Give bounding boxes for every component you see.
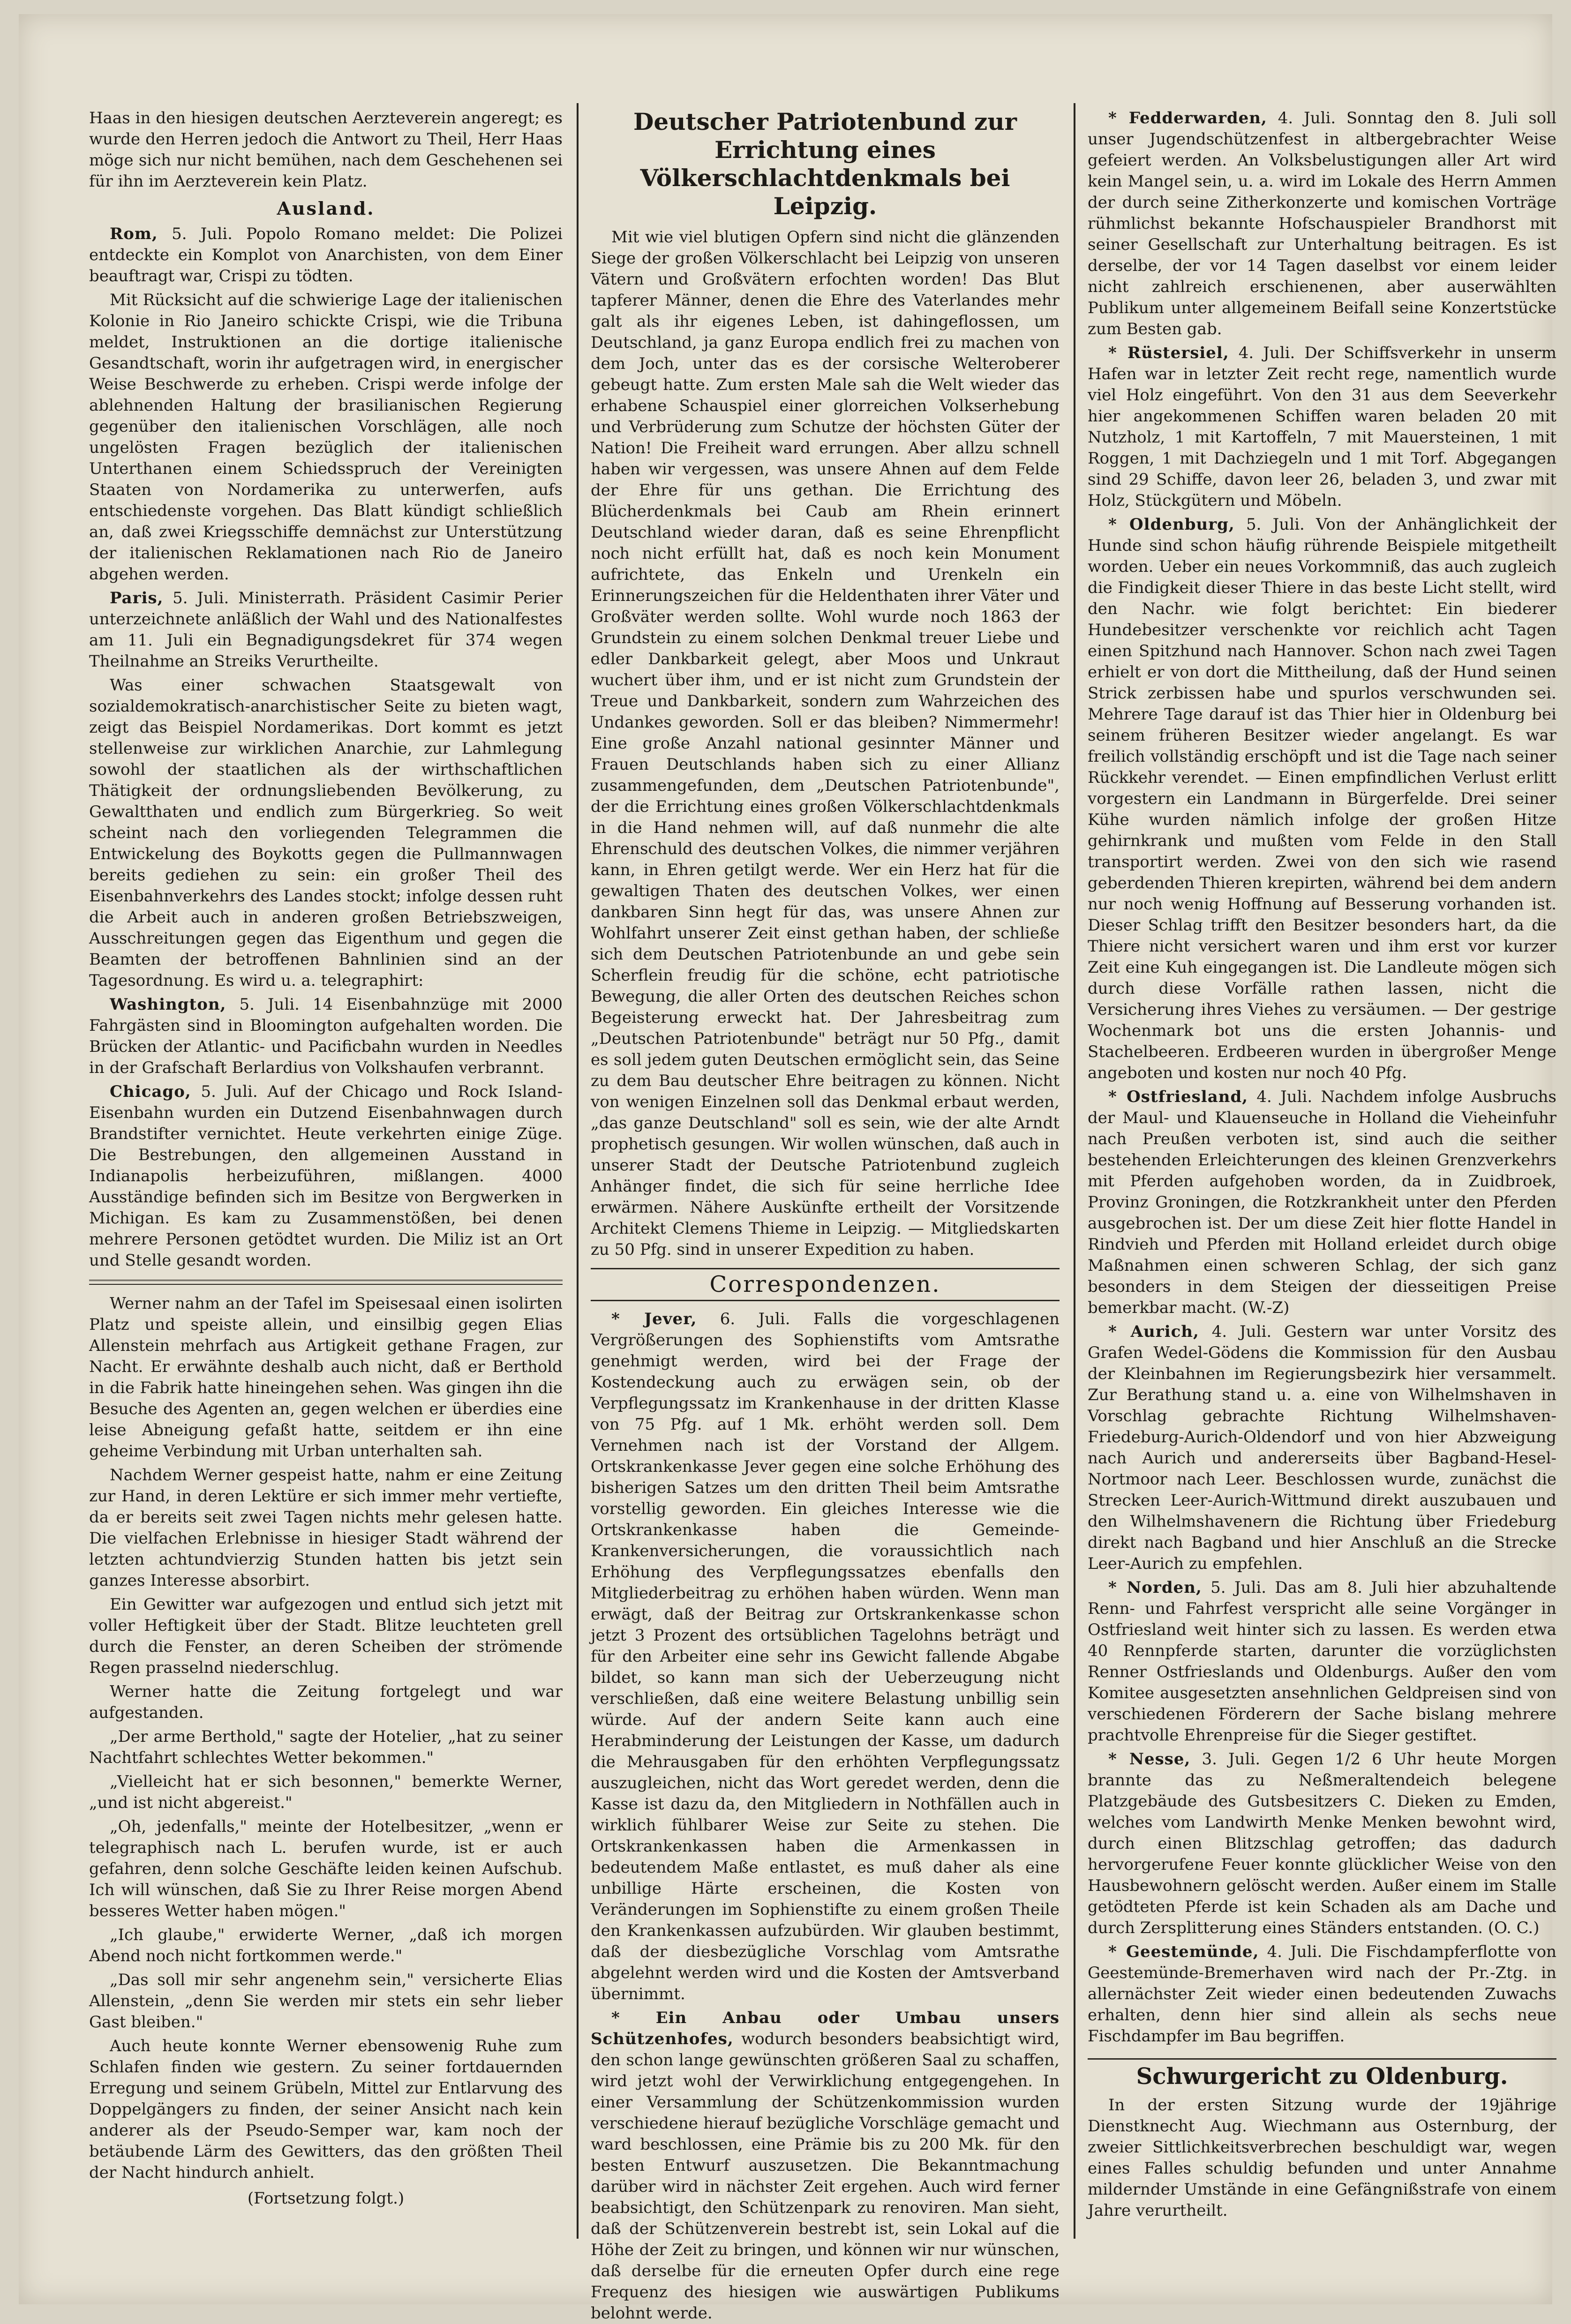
section-heading-ausland: Ausland.: [277, 198, 375, 219]
novel-paragraph: Werner nahm an der Tafel im Speisesaal einen isolirten Platz und speiste allein, und einsilbig gegen Elias Allenstein mehrfach aus Artigkeit gethane Fragen, zur Nacht. Er erwähnte deshalb auch nicht, daß er Berthold in die Fabrik hatte hineingehen sehen. Was gingen ihn die Besuche des Agenten an, gegen welchen er überdies eine leise Abneigung gefaßt hatte, seitdem er ihn eine geheime Verbindung mit Urban unterhalten sah.: [89, 1294, 563, 1461]
dateline-geestemuende: * Geestemünde,: [1108, 1942, 1259, 1961]
novel-paragraph: „Vielleicht hat er sich besonnen," bemerkte Werner, „und ist nicht abgereist.": [89, 1772, 563, 1812]
article-aurich-text: 4. Juli. Gestern war unter Vorsitz des Grafen Wedel-Gödens die Kommission für den Ausbau der Kleinbahnen im Regierungsbezirk hier versammelt. Zur Berathung stand u. a. eine von Wilhelmshaven in Vorschlag gebrachte Richtung Wilhelmshaven-Friedeburg-Aurich-Oldendorf und von hier Abzweigung nach Aurich und andererseits über Bagband-Hesel-Nortmoor nach Leer. Beschlossen wurde, zunächst die Strecken Leer-Aurich-Wittmund direkt auszubauen und den Wilhelmshavenern die Richtung über Friedeburg direkt nach Bagband und hier Anschluß an die Strecke Leer-Aurich zu empfehlen.: [1088, 1322, 1556, 1573]
feuilleton-divider: [89, 1280, 563, 1285]
article-nesse-text: 3. Juli. Gegen 1/2 6 Uhr heute Morgen brannte das zu Neßmeraltendeich belegene Platzgebäude des Gutsbesitzers C. Dieken zu Emden, welches vom Landwirth Menke Menken bewohnt wird, durch einen Blitzschlag getroffen; das dadurch hervorgerufene Feuer konnte glücklicher Weise von den Hausbewohnern gelöscht werden. Außer einem im Stalle getödteten Pferde ist kein Schaden als am Dache und durch Zersplitterung eines Ständers entstanden. (O. C.): [1088, 1750, 1556, 1937]
continuation-note: (Fortsetzung folgt.): [247, 2189, 405, 2208]
article-oldenburg: [1088, 514, 1556, 1084]
intro-paragraph: Haas in den hiesigen deutschen Aerzteverein angeregt; es wurde den Herren jedoch die Antwort zu Theil, Herr Haas möge sich nur nicht bemühen, nach dem Geschehenen sei für ihn im Aerzteverein kein Platz.: [89, 109, 563, 191]
article-norden: [1088, 1577, 1556, 1746]
article-jever: [591, 1309, 1060, 2005]
dateline-ruestersiel: * Rüstersiel,: [1108, 344, 1229, 362]
article-oldenburg-text: 5. Juli. Von der Anhänglichkeit der Hunde sind schon häufig rührende Beispiele mitgetheilt worden. Ueber ein neues Vorkommniß, das auch zugleich die Findigkeit dieser Thiere in das beste Licht stellt, wird den Nachr. wie folgt berichtet: Ein biederer Hundebesitzer verschenkte vor reichlich acht Tagen einen Spitzhund nach Hannover. Schon nach zwei Tagen erhielt er von dort die Mittheilung, daß der Hund seinen Strick zerbissen habe und spurlos verschwunden sei. Mehrere Tage darauf ist das Thier hier in Oldenburg bei seinem früheren Besitzer wieder angelangt. Es war freilich vollständig erschöpft und ist die Tage nach seiner Rückkehr verendet. — Einen empfindlichen Verlust erlitt vorgestern ein Landmann in Bürgerfelde. Drei seiner Kühe wurden nämlich infolge der großen Hitze gehirnkrank und mußten vom Felde in den Stall transportirt werden. Zwei von den sich wie rasend geberdenden Thieren krepirten, während bei dem andern nur noch wenig Hoffnung auf Besserung vorhanden ist. Dieser Schlag trifft den Besitzer besonders hart, da die Thiere nicht versichert waren und ihm erst vor kurzer Zeit eine Kuh eingegangen ist. Die Landleute mögen sich durch diese Vorfälle rathen lassen, nicht die Versicherung ihres Viehes zu versäumen. — Der gestrige Wochenmark bot uns die ersten Johannis- und Stachelbeeren. Erdbeeren wurden in übergroßer Menge angeboten und kosten nur noch 40 Pfg.: [1088, 515, 1557, 1082]
article-rom-2: Mit Rücksicht auf die schwierige Lage der italienischen Kolonie in Rio Janeiro schickte Crispi, wie die Tribuna meldet, Instruktionen an die dortige italienische Gesandtschaft, worin ihr aufgetragen wird, in energischer Weise Beschwerde zu erheben. Crispi werde infolge der ablehnenden Haltung der brasilianischen Regierung gegenüber den italienischen Vorschlägen, alle noch ungelösten Fragen bezüglich der italienischen Unterthanen einem Schiedsspruch der Vereinigten Staaten von Nordamerika zu unterwerfen, aufs entschiedenste vorgehen. Das Blatt kündigt schließlich an, daß zwei Kriegsschiffe demnächst zur Unterstützung der italienischen Reklamationen nach Rio de Janeiro abgehen werden.: [89, 291, 563, 584]
article-patriotenbund: Mit wie viel blutigen Opfern sind nicht die glänzenden Siege der großen Völkerschlacht bei Leipzig von unseren Vätern und Großvätern erfochten worden! Das Blut tapferer Männer, denen die Ehre des Vaterlandes mehr galt als ihr eigenes Leben, ist dahingeflossen, um Deutschland, ja ganz Europa endlich frei zu machen von dem Joch, unter das es der corsische Welteroberer gebeugt hatte. Zum ersten Male sah die Welt wieder das erhabene Schauspiel einer glorreichen Volkserhebung und Verbrüderung zum Schutze der höchsten Güter der Nation! Die Freiheit ward errungen. Aber allzu schnell haben wir vergessen, was unsere Ahnen auf dem Felde der Ehre für uns gethan. Die Errichtung des Blücherdenkmals bei Caub am Rhein erinnert Deutschland wieder daran, daß es seine Ehrenpflicht noch nicht erfüllt hat, daß es noch kein Monument aufrichtete, das Enkeln und Urenkeln ein Erinnerungszeichen für die Heldenthaten ihrer Väter und Großväter werden sollte. Wohl wurde noch 1863 der Grundstein zu einem solchen Denkmal treuer Liebe und edler Dankbarkeit gelegt, aber Moos und Unkraut wuchert über ihm, und er ist nicht zum Grundstein der Treue und Dankbarkeit, sondern zum Wahrzeichen des Undankes geworden. Soll er das bleiben? Nimmermehr! Eine große Anzahl national gesinnter Männer und Frauen Deutschlands haben sich zu einer Allianz zusammengefunden, dem „Deutschen Patriotenbunde", der die Errichtung eines großen Völkerschlachtdenkmals in die Hand nehmen will, auf daß nunmehr die alte Ehrenschuld des deutschen Volkes, die nimmer verjähren kann, in Ehren getilgt werde. Wer ein Herz hat für die gewaltigen Thaten des deutschen Volkes, wer einen dankbaren Sinn hegt für das, was unsere Ahnen zur Wohlfahrt unserer Zeit einst gethan haben, der schließe sich dem Deutschen Patriotenbunde an und gebe sein Scherflein freudig für die schöne, echt patriotische Bewegung, die aller Orten des deutschen Reiches schon Begeisterung erweckt hat. Der Jahresbeitrag zum „Deutschen Patriotenbunde" beträgt nur 50 Pfg., damit es soll jedem guten Deutschen ermöglicht sein, das Seine zu dem Bau deutscher Ehre beitragen zu können. Nicht von wenigen Einzelnen soll das Denkmal erbaut werden, „das ganze Deutschland" soll es sein, wie der alte Arndt prophetisch gesungen. Wir wollen wünschen, daß auch in unserer Stadt der Deutsche Patriotenbund zugleich Anhänger findet, die sich für seine herrliche Idee erwärmen. Nähere Auskünfte ertheilt der Vorsitzende Architekt Clemens Thieme in Leipzig. — Mitgliedskarten zu 50 Pfg. sind in unserer Expedition zu haben.: [591, 228, 1060, 1259]
article-ostfriesland: [1088, 1087, 1556, 1319]
dateline-washington: Washington,: [110, 995, 226, 1014]
novel-paragraph: Nachdem Werner gespeist hatte, nahm er eine Zeitung zur Hand, in deren Lektüre er sich immer mehr vertiefte, da er bereits seit zwei Tagen nichts mehr gelesen hatte. Die vielfachen Erlebnisse in hiesiger Stadt während der letzten achtundvierzig Stunden hatten bis jetzt sein ganzes Interesse absorbirt.: [89, 1466, 563, 1590]
dateline-jever: * Jever,: [611, 1310, 697, 1328]
novel-paragraph: „Ich glaube," erwiderte Werner, „daß ich morgen Abend noch nicht fortkommen werde.": [89, 1926, 563, 1965]
article-ruestersiel: [1088, 343, 1556, 511]
novel-paragraph: „Der arme Berthold," sagte der Hotelier, „hat zu seiner Nachtfahrt schlechtes Wetter bekommen.": [89, 1727, 563, 1767]
article-paris-text: 5. Juli. Ministerrath. Präsident Casimir Perier unterzeichnete anläßlich der Wahl und des Nationalfestes am 11. Juli ein Begnadigungsdekret für 374 wegen Theilnahme an Streiks Verurtheilte.: [89, 589, 563, 671]
column-right: [1088, 108, 1556, 2248]
title-line-2: Völkerschlachtdenkmals bei Leipzig.: [640, 164, 1010, 220]
novel-paragraph: Ein Gewitter war aufgezogen und entlud sich jetzt mit voller Heftigkeit über der Stadt. Blitze leuchteten grell durch die Fenster, an deren Scheiben der strömende Regen prasselnd niederschlug.: [89, 1595, 563, 1677]
article-title-patriotenbund: [591, 108, 1060, 220]
column-rule-left: [577, 103, 579, 2239]
article-washington: [89, 994, 563, 1079]
dateline-rom: Rom,: [110, 225, 158, 243]
column-middle: [591, 108, 1060, 2323]
article-fedderwarden: [1088, 108, 1556, 340]
novel-paragraph: „Oh, jedenfalls," meinte der Hotelbesitzer, „wenn er telegraphisch nach L. berufen wurde, ist er auch gefahren, denn solche Geschäfte leiden keinen Aufschub. Ich will wünschen, daß Sie zu Ihrer Reise morgen Abend besseres Wetter haben mögen.": [89, 1817, 563, 1920]
article-amerika: Was einer schwachen Staatsgewalt von sozialdemokratisch-anarchistischer Seite zu bieten wagt, zeigt das Beispiel Nordamerikas. Dort kommt es jetzt stellenweise zur wirklichen Anarchie, zur Lahmlegung sowohl der staatlichen als der wirthschaftlichen Thätigkeit der ordnungsliebenden Bevölkerung, zu Gewaltthaten und endlich zum Bürgerkrieg. So weit scheint nach den vorliegenden Telegrammen die Entwickelung des Boykotts gegen die Pullmannwagen bereits gediehen zu sein: ein großer Theil des Eisenbahnverkehrs des Landes stockt; infolge dessen ruht die Arbeit auch in anderen großen Betriebszweigen, Ausschreitungen gegen das Eigenthum und gegen die Beamten der betroffenen Bahnlinien sind an der Tagesordnung. Es wird u. a. telegraphirt:: [89, 676, 563, 990]
dateline-oldenburg: * Oldenburg,: [1108, 515, 1235, 534]
article-geestemuende-text: 4. Juli. Die Fischdampferflotte von Geestemünde-Bremerhaven wird nach der Pr.-Ztg. in allernächster Zeit wieder einen bedeutenden Zuwachs erhalten, denn hier sind allein als sechs neue Fischdampfer im Bau begriffen.: [1088, 1942, 1557, 2046]
novel-paragraph: Werner hatte die Zeitung fortgelegt und war aufgestanden.: [89, 1682, 563, 1722]
article-paris: [89, 588, 563, 672]
article-geestemuende: [1088, 1942, 1556, 2047]
novel-paragraph: „Das soll mir sehr angenehm sein," versicherte Elias Allenstein, „denn Sie werden mir stets ein sehr lieber Gast bleiben.": [89, 1971, 563, 2032]
article-schwurgericht: In der ersten Sitzung wurde der 19jährige Dienstknecht Aug. Wiechmann aus Osternburg, der zweier Sittlichkeitsverbrechen beschuldigt war, wegen eines Falles schuldig befunden und unter Annahme mildernder Umstände in eine Gefängnißstrafe von einem Jahre verurtheilt.: [1088, 2096, 1556, 2220]
article-schuetzenhof: [591, 2008, 1060, 2324]
article-aurich: [1088, 1321, 1556, 1574]
article-rom: [89, 224, 563, 287]
article-ostfriesland-text: 4. Juli. Nachdem infolge Ausbruchs der Maul- und Klauenseuche in Holland die Vieheinfuhr nach Preußen verboten ist, sind auch die seither bestehenden Erleichterungen des kleinen Grenzverkehrs mit Pferden aufgehoben worden, da in Zuidbroek, Provinz Groningen, die Rotzkrankheit unter den Pferden ausgebrochen ist. Der um diese Zeit hier flotte Handel in Rindvieh und Pferden mit Holland erleidet durch obige Maßnahmen einen schweren Schlag, der sich ganz besonders in dem Steigen der diesseitigen Preise bemerkbar macht. (W.-Z): [1088, 1087, 1556, 1317]
article-washington-text: 5. Juli. 14 Eisenbahnzüge mit 2000 Fahrgästen sind in Bloomington aufgehalten worden. Die Brücken der Atlantic- und Pacificbahn wurden in Needles in der Grafschaft Berlardius von Volkshaufen verbrannt.: [89, 995, 563, 1077]
article-norden-text: 5. Juli. Das am 8. Juli hier abzuhaltende Renn- und Fahrfest verspricht alle seine Vorgänger in Ostfriesland weit hinter sich zu lassen. Es werden etwa 40 Rennpferde starten, darunter die vorzüglichsten Renner Ostfrieslands und Oldenburgs. Außer den vom Komitee ausgesetzten ansehnlichen Geldpreisen sind von verschiedenen Förderern der Sache bislang mehrere prachtvolle Ehrenpreise für die Sieger gestiftet.: [1088, 1578, 1557, 1745]
column-rule-right: [1074, 103, 1075, 2239]
dateline-chicago: Chicago,: [110, 1082, 191, 1101]
article-chicago: [89, 1081, 563, 1271]
article-jever-text: 6. Juli. Falls die vorgeschlagenen Vergrößerungen des Sophienstifts vom Amtsrathe genehmigt werden, wird bei der Frage der Kostendeckung auch zu erwägen sein, ob der Verpflegungssatz im Krankenhause in der dritten Klasse von 75 Pfg. auf 1 Mk. erhöht werden soll. Dem Vernehmen nach ist der Vorstand der Allgem. Ortskrankenkasse Jever gegen eine solche Erhöhung des bisherigen Satzes um den dritten Theil beim Amtsrathe vorstellig geworden. Ein gleiches Interesse wie die Ortskrankenkasse haben die Gemeinde-Krankenversicherungen, die voraussichtlich nach Erhöhung des Verpflegungssatzes ebenfalls den Mitgliederbeitrag zu erhöhen haben würden. Wenn man erwägt, daß der Beitrag zur Ortskrankenkasse schon jetzt 3 Prozent des ortsüblichen Tagelohns beträgt und für den Arbeiter eine sehr ins Gewicht fallende Abgabe bildet, so kann man sich der Ueberzeugung nicht verschließen, daß eine weitere Belastung unbillig sein würde. Auf der andern Seite kann auch eine Herabminderung der Leistungen der Kasse, um dadurch die Mehrausgaben für den erhöhten Verpflegungssatz auszugleichen, nicht das Wort geredet werden, denn die Kasse ist dazu da, den Mitgliedern in Nothfällen auch in wirklich fühlbarer Weise zur Seite zu stehen. Die Ortskrankenkassen haben die Armenkassen in bedeutendem Maße entlastet, es muß daher als eine unbillige Härte erscheinen, die Kosten von Veränderungen im Sophienstifte zu einem großen Theile den Krankenkassen aufzubürden. Wir glauben bestimmt, daß der diesbezügliche Vorschlag vom Amtsrathe abgelehnt werden wird und die Kosten der Amtsverband übernimmt.: [591, 1310, 1060, 2003]
article-ruestersiel-text: 4. Juli. Der Schiffsverkehr in unserm Hafen war in letzter Zeit recht rege, namentlich wurde viel Holz eingeführt. Von den 31 aus dem Seeverkehr hier angekommenen Schiffen waren beladen 20 mit Nutzholz, 1 mit Kartoffeln, 7 mit Mauersteinen, 1 mit Roggen, 1 mit Dachziegeln und 1 mit Torf. Abgegangen sind 29 Schiffe, davon leer 26, beladen 3, und zwar mit Holz, Stückgütern und Möbeln.: [1088, 344, 1556, 510]
dateline-aurich: * Aurich,: [1108, 1322, 1199, 1341]
article-rom-text: 5. Juli. Popolo Romano meldet: Die Polizei entdeckte ein Komplot von Anarchisten, von dem Einer beauftragt war, Crispi zu tödten.: [89, 225, 563, 285]
article-fedderwarden-text: 4. Juli. Sonntag den 8. Juli soll unser Jugendschützenfest in altbergebrachter Weise gefeiert werden. An Volksbelustigungen aller Art wird kein Mangel sein, u. a. wird im Lokale des Herrn Ammen der durch seine Zitherkonzerte und komischen Vorträge rühmlichst bekannte Hofschauspieler Brandhorst mit seiner Gesellschaft zur Unterhaltung beitragen. Es ist derselbe, der vor 14 Tagen daselbst vor einem leider nicht zahlreich erschienenen, aber auserwählten Publikum unter allgemeinem Beifall seine Konzertstücke zum Besten gab.: [1088, 109, 1556, 338]
dateline-fedderwarden: * Fedderwarden,: [1108, 109, 1267, 127]
column-left: [89, 108, 563, 2248]
dateline-norden: * Norden,: [1108, 1578, 1202, 1597]
article-nesse: [1088, 1749, 1556, 1939]
lead-schuetzenhof: * Ein Anbau oder Umbau unsers Schützenhofes,: [591, 2009, 1060, 2048]
section-heading-correspondenzen: Correspondenzen.: [591, 1268, 1060, 1301]
novel-paragraph: Auch heute konnte Werner ebensowenig Ruhe zum Schlafen finden wie gestern. Zu seiner fortdauernden Erregung und seinem Grübeln, Mittel zur Entlarvung des Doppelgängers zu finden, der seiner Ansicht nach kein anderer als der Pseudo-Semper war, kam noch der betäubende Lärm des Gewitters, das den größten Theil der Nacht hindurch anhielt.: [89, 2037, 563, 2182]
newspaper-page: [19, 14, 1557, 2323]
article-chicago-text: 5. Juli. Auf der Chicago und Rock Island-Eisenbahn wurden ein Dutzend Eisenbahnwagen durch Brandstifter vernichtet. Heute verkehrten einige Züge. Die Bestrebungen, den allgemeinen Ausstand in Indianapolis herbeizuführen, mißlangen. 4000 Ausständige befinden sich im Besitze von Bergwerken in Michigan. Es kam zu Zusammenstößen, bei denen mehrere Personen getödtet wurden. Die Miliz ist an Ort und Stelle gesandt worden.: [89, 1082, 563, 1270]
dateline-ostfriesland: * Ostfriesland,: [1108, 1087, 1248, 1106]
dateline-paris: Paris,: [110, 589, 164, 607]
dateline-nesse: * Nesse,: [1108, 1750, 1191, 1769]
title-line-1: Deutscher Patriotenbund zur Errichtung eines: [633, 108, 1017, 164]
article-schuetzenhof-text: wodurch besonders beabsichtigt wird, den schon lange gewünschten größeren Saal zu schaffen, wird jetzt wohl der Verwirklichung entgegengehen. In einer Versammlung der Schützenkommission wurden verschiedene hierauf bezügliche Vorschläge gemacht und ward beschlossen, eine Prämie bis zu 200 Mk. für den besten Entwurf auszusetzen. Die Bekanntmachung darüber wird in nächster Zeit ergehen. Auch wird ferner beabsichtigt, den Schützenpark zu renoviren. Man sieht, daß der Schützenverein bestrebt ist, sein Lokal auf die Höhe der Zeit zu bringen, und können wir nur wünschen, daß derselbe für die erneuten Opfer durch eine rege Frequenz des hiesigen wie auswärtigen Publikums belohnt werde.: [591, 2030, 1060, 2323]
section-heading-schwurgericht: Schwurgericht zu Oldenburg.: [1088, 2058, 1556, 2087]
